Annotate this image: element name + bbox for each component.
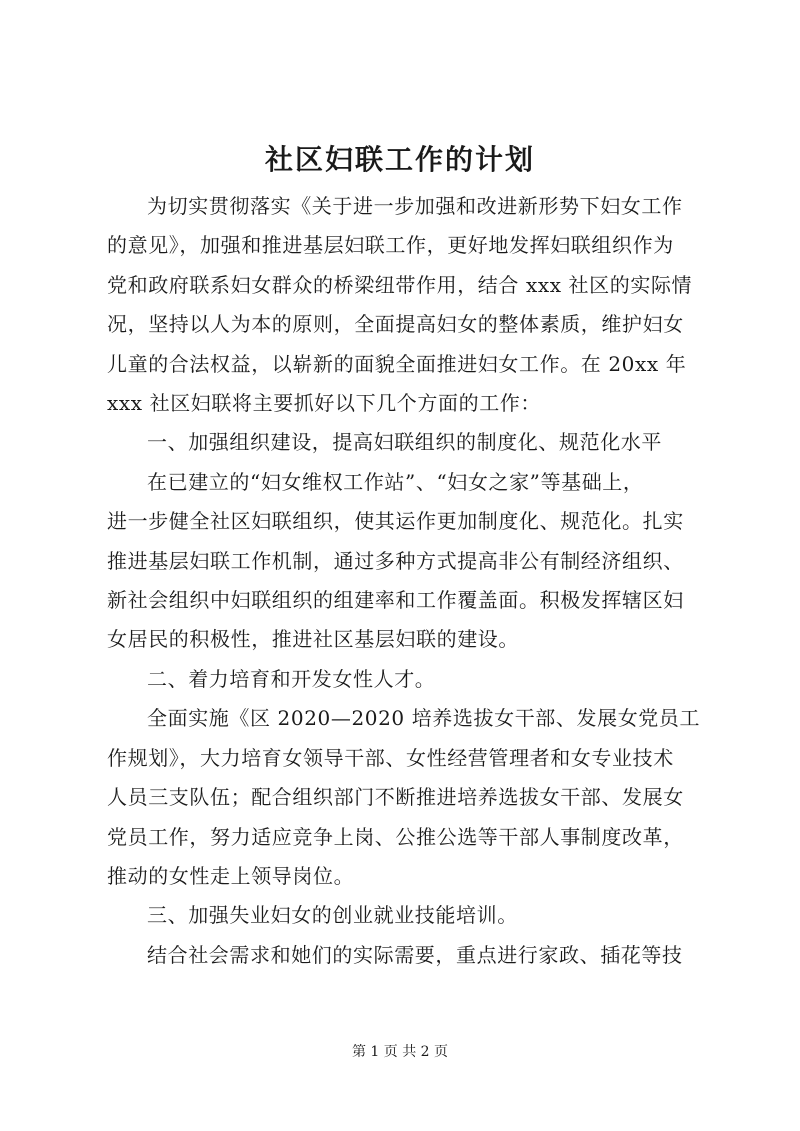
section-heading-3: 三、加强失业妇女的创业就业技能培训。 (147, 903, 518, 928)
page-footer: 第 1 页 共 2 页 (351, 1044, 449, 1060)
body-line: 推动的女性走上领导岗位。 (107, 863, 355, 888)
body-line: 儿童的合法权益，以崭新的面貌全面推进妇女工作。在 20xx 年 (107, 351, 687, 376)
body-line: 新社会组织中妇联组织的组建率和工作覆盖面。积极发挥辖区妇 (107, 588, 684, 613)
body-line: 推进基层妇联工作机制，通过多种方式提高非公有制经济组织、 (107, 548, 684, 573)
body-line: 结合社会需求和她们的实际需要，重点进行家政、插花等技 (147, 942, 683, 967)
section-heading-1: 一、加强组织建设，提高妇联组织的制度化、规范化水平 (147, 430, 662, 455)
document-body (107, 187, 701, 975)
document-title: 社区妇联工作的计划 (264, 143, 535, 176)
body-line: 进一步健全社区妇联组织，使其运作更加制度化、规范化。扎实 (107, 509, 684, 534)
body-line: 作规划》，大力培育女领导干部、女性经营管理者和女专业技术 (107, 745, 674, 770)
body-line: xxx 社区妇联将主要抓好以下几个方面的工作： (107, 391, 541, 416)
body-line: 党员工作，努力适应竞争上岗、公推公选等干部人事制度改革， (107, 824, 684, 849)
section-heading-2: 二、着力培育和开发女性人才。 (147, 666, 436, 691)
body-line: 况，坚持以人为本的原则，全面提高妇女的整体素质，维护妇女 (107, 312, 684, 337)
body-line: 为切实贯彻落实《关于进一步加强和改进新形势下妇女工作 (147, 194, 683, 218)
body-line: 全面实施《区 2020—2020 培养选拔女干部、发展女党员工 (147, 706, 701, 731)
body-line: 人员三支队伍；配合组织部门不断推进培养选拔女干部、发展女 (107, 785, 684, 810)
body-line: 的意见》，加强和推进基层妇联工作，更好地发挥妇联组织作为 (107, 233, 674, 258)
body-line: 党和政府联系妇女群众的桥梁纽带作用，结合 xxx 社区的实际情 (107, 272, 693, 297)
body-line: 女居民的积极性，推进社区基层妇联的建设。 (107, 627, 519, 652)
body-line: 在已建立的“妇女维权工作站”、“妇女之家”等基础上， (147, 469, 644, 494)
